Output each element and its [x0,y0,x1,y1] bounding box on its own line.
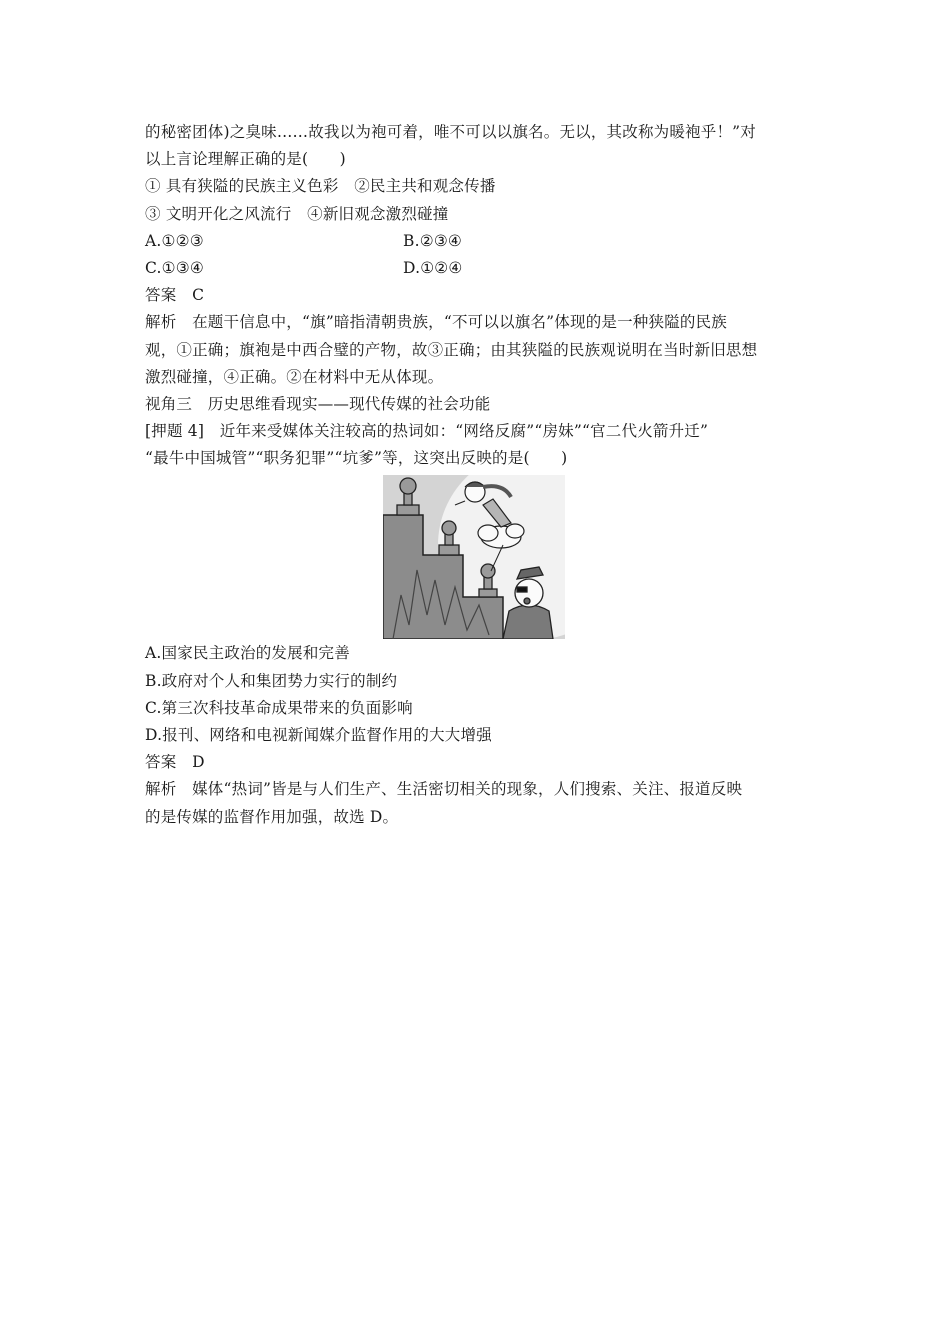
document-page [145,119,810,831]
q3-option-b: B.②③④ [403,231,463,250]
cartoon-stamp-stairs-icon [383,475,565,639]
q4-option-d: D.报刊、网络和电视新闻媒介监督作用的大大增强 [145,726,492,744]
q4-analysis-line-1: 解析 媒体“热词”皆是与人们生产、生活密切相关的现象，人们搜索、关注、报道反映 [145,780,743,799]
q3-analysis-line-2: 观，①正确；旗袍是中西合璧的产物，故③正确；由其狭隘的民族观说明在当时新旧思想 [145,340,758,359]
q3-stem-line-1: 的秘密团体)之臭味……故我以为袍可着，唯不可以以旗名。无以，其改称为暖袍乎！”对 [145,123,756,141]
q4-option-a: A.国家民主政治的发展和完善 [145,644,350,663]
q4-analysis-line-2: 的是传媒的监督作用加强，故选 D。 [145,807,399,826]
q4-stem-line-2: “最牛中国城管”“职务犯罪”“坑爹”等，这突出反映的是( ) [145,449,568,468]
q3-options-row-1 [145,228,810,255]
q3-option-c: C.①③④ [145,258,204,277]
q3-answer: 答案 C [145,286,205,305]
q3-statements-line-2: ③ 文明开化之风流行 ④新旧观念激烈碰撞 [145,204,449,223]
q3-analysis-line-1: 解析 在题干信息中，“旗”暗指清朝贵族，“不可以以旗名”体现的是一种狭隘的民族 [145,313,727,332]
q3-option-d: D.①②④ [403,258,463,277]
figure-container [145,472,810,640]
q4-option-c: C.第三次科技革命成果带来的负面影响 [145,698,413,717]
q3-stem-line-2: 以上言论理解正确的是( ) [145,150,346,169]
q3-option-a: A.①②③ [145,231,204,250]
q3-options-row-2 [145,255,810,282]
q3-analysis-line-3: 激烈碰撞，④正确。②在材料中无从体现。 [145,367,444,386]
q4-stem-line-1: [押题 4] 近年来受媒体关注较高的热词如：“网络反腐”“房妹”“官二代火箭升迁” [145,422,709,441]
section-title: 视角三 历史思维看现实——现代传媒的社会功能 [145,394,491,413]
q3-statements-line-1: ① 具有狭隘的民族主义色彩 ②民主共和观念传播 [145,177,496,196]
q4-answer: 答案 D [145,753,205,772]
q4-option-b: B.政府对个人和集团势力实行的制约 [145,671,398,690]
